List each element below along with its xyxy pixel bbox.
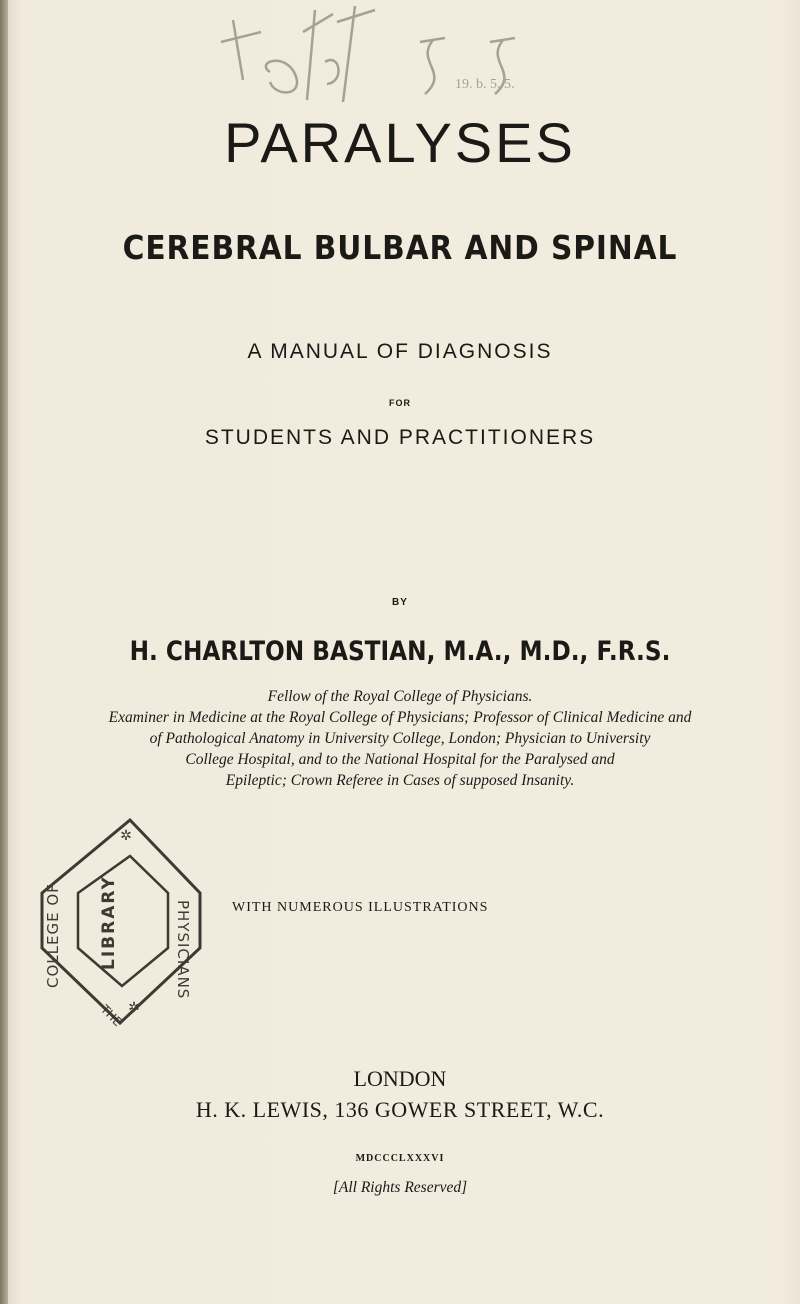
publisher-address: H. K. LEWIS, 136 GOWER STREET, W.C. bbox=[195, 1097, 605, 1122]
for-line: FOR bbox=[389, 398, 411, 408]
handwriting-text: 19. b. 5. 5. bbox=[455, 77, 515, 92]
stamp-left-text: COLLEGE OF bbox=[44, 883, 62, 988]
publication-year: MDCCCLXXXVI bbox=[355, 1153, 445, 1164]
audience-line: STUDENTS AND PRACTITIONERS bbox=[204, 426, 596, 449]
credential-line: Epileptic; Crown Referee in Cases of supposed Insanity. bbox=[225, 772, 575, 789]
book-subtitle: CEREBRAL BULBAR AND SPINAL bbox=[122, 228, 678, 267]
publisher-city: LONDON bbox=[353, 1066, 447, 1091]
author-name: H. CHARLTON BASTIAN, M.A., M.D., F.R.S. bbox=[129, 636, 671, 667]
book-title: PARALYSES bbox=[224, 111, 576, 174]
author-credentials bbox=[0, 686, 800, 791]
credential-line: College Hospital, and to the National Hospital for the Paralysed and bbox=[185, 751, 615, 768]
handwritten-shelfmark bbox=[215, 2, 575, 110]
by-line: BY bbox=[392, 597, 408, 608]
credential-line: of Pathological Anatomy in University College, London; Physician to University bbox=[149, 730, 651, 747]
star-icon: ✲ bbox=[128, 1001, 140, 1016]
credential-line: Fellow of the Royal College of Physicians. bbox=[267, 688, 533, 705]
stamp-right-text: PHYSICIANS bbox=[174, 900, 192, 1000]
manual-line: A MANUAL OF DIAGNOSIS bbox=[247, 340, 553, 363]
stamp-center-text: LIBRARY bbox=[99, 875, 119, 970]
library-stamp bbox=[30, 788, 208, 1036]
star-icon: ✲ bbox=[120, 829, 132, 844]
credential-line: Examiner in Medicine at the Royal College of Physicians; Professor of Clinical Medicine and bbox=[108, 709, 692, 726]
rights-notice: [All Rights Reserved] bbox=[332, 1179, 468, 1196]
illustrations-note: WITH NUMEROUS ILLUSTRATIONS bbox=[232, 900, 489, 915]
stamp-bottom-text: THE bbox=[97, 1002, 125, 1030]
